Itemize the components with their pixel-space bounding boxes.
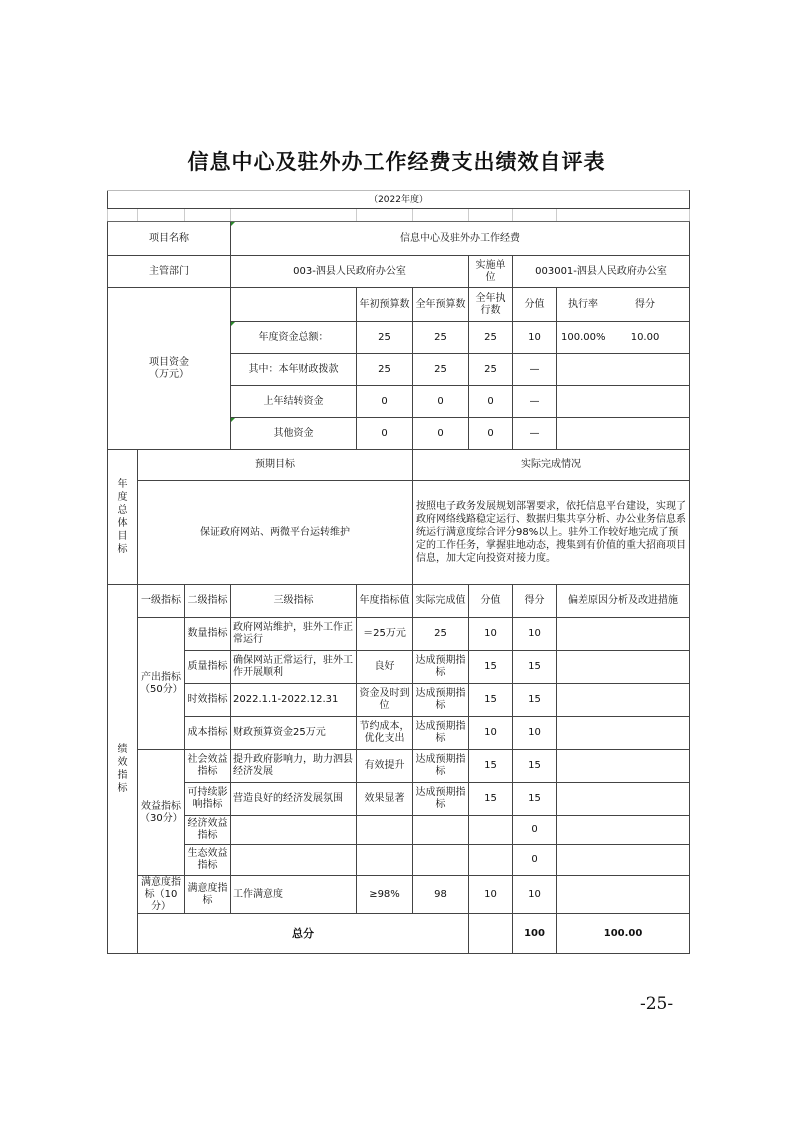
project-name-label: 项目名称 (108, 222, 231, 256)
total-row (108, 914, 690, 954)
total-label: 总分 (138, 914, 469, 954)
reason (557, 651, 690, 684)
funds-header-4: 分值 (513, 288, 557, 322)
funds-cell: 0 (357, 418, 413, 450)
ind-header: 一级指标 (138, 585, 185, 618)
level1-satisfaction: 满意度指标（10分） (138, 876, 185, 914)
target: 节约成本，优化支出 (357, 717, 413, 750)
actual (413, 845, 469, 876)
actual (413, 816, 469, 845)
target: ＝25万元 (357, 618, 413, 651)
goals-label: 年度总体目标 (108, 450, 138, 585)
funds-cell: 25 (357, 354, 413, 386)
dept-label: 主管部门 (108, 256, 231, 288)
funds-cell: 0 (469, 386, 513, 418)
level2: 时效指标 (185, 684, 231, 717)
ind-header: 分值 (469, 585, 513, 618)
funds-cell-pair (557, 354, 690, 386)
actual: 达成预期指标 (413, 750, 469, 783)
actual: 达成预期指标 (413, 651, 469, 684)
level3: 营造良好的经济发展氛围 (231, 783, 357, 816)
target (357, 816, 413, 845)
got: 15 (513, 684, 557, 717)
ind-header: 实际完成值 (413, 585, 469, 618)
unit-value: 003001-泗县人民政府办公室 (513, 256, 690, 288)
funds-row-label: 其他资金 (231, 418, 357, 450)
score (469, 845, 513, 876)
ind-header: 得分 (513, 585, 557, 618)
funds-cell: 25 (469, 354, 513, 386)
indicator-row (108, 684, 690, 717)
project-name-value: 信息中心及驻外办工作经费 (231, 222, 690, 256)
funds-cell-pair (557, 386, 690, 418)
funds-header-blank (231, 288, 357, 322)
funds-row-label: 年度资金总额： (231, 322, 357, 354)
reason (557, 684, 690, 717)
indicator-row (108, 876, 690, 914)
score: 15 (469, 750, 513, 783)
actual: 达成预期指标 (413, 717, 469, 750)
reason (557, 876, 690, 914)
funds-header-2: 全年预算数 (413, 288, 469, 322)
page-title: 信息中心及驻外办工作经费支出绩效自评表 (187, 149, 606, 174)
funds-cell-pair (557, 418, 690, 450)
total-score: 100 (513, 914, 557, 954)
expected-label: 预期目标 (138, 450, 413, 481)
actual-label: 实际完成情况 (413, 450, 690, 481)
level3: 工作满意度 (231, 876, 357, 914)
level3: 确保网站正常运行，驻外工作开展顺利 (231, 651, 357, 684)
dept-value: 003-泗县人民政府办公室 (231, 256, 469, 288)
level3: 财政预算资金25万元 (231, 717, 357, 750)
level2: 质量指标 (185, 651, 231, 684)
reason (557, 783, 690, 816)
indicators-header-row (108, 585, 690, 618)
funds-cell: 25 (357, 322, 413, 354)
goals-content-row (108, 481, 690, 585)
actual: 达成预期指标 (413, 684, 469, 717)
funds-label: 项目资金（万元） (108, 288, 231, 450)
level1-output: 产出指标（50分） (138, 618, 185, 750)
target: ≥98% (357, 876, 413, 914)
level3 (231, 816, 357, 845)
funds-cell: 0 (469, 418, 513, 450)
got: 0 (513, 816, 557, 845)
project-name-row (108, 222, 690, 256)
funds-header-row (108, 288, 690, 322)
score (469, 816, 513, 845)
department-row (108, 256, 690, 288)
funds-cell: 25 (469, 322, 513, 354)
funds-cell: — (513, 418, 557, 450)
indicator-row (108, 717, 690, 750)
funds-header-5-6: 执行率 得分 (557, 288, 690, 322)
unit-label: 实施单位 (469, 256, 513, 288)
score: 10 (469, 876, 513, 914)
expected-text: 保证政府网站、两微平台运转维护 (138, 481, 413, 585)
got: 15 (513, 651, 557, 684)
reason (557, 717, 690, 750)
funds-cell: 25 (413, 354, 469, 386)
goals-header-row (108, 450, 690, 481)
funds-cell: 0 (413, 386, 469, 418)
got: 10 (513, 717, 557, 750)
level3 (231, 845, 357, 876)
funds-cell: 0 (413, 418, 469, 450)
actual-text: 按照电子政务发展规划部署要求，依托信息平台建设，实现了政府网络线路稳定运行、数据归集共享分析、办公业务信息系统运行满意度综合评分98%以上。驻外工作较好地完成了预定的工作任务，掌握驻地动态，搜集到有价值的重大招商项目信息，加大定向投资对接力度。 (413, 481, 690, 585)
ind-header: 偏差原因分析及改进措施 (557, 585, 690, 618)
got: 0 (513, 845, 557, 876)
reason (557, 816, 690, 845)
funds-cell: 10 (513, 322, 557, 354)
funds-cell: — (513, 354, 557, 386)
funds-header-1: 年初预算数 (357, 288, 413, 322)
level2: 社会效益指标 (185, 750, 231, 783)
got: 10 (513, 876, 557, 914)
year-row (108, 191, 690, 209)
score: 15 (469, 783, 513, 816)
indicator-row (108, 783, 690, 816)
indicator-row (108, 816, 690, 845)
page-number: -25- (640, 994, 674, 1014)
score: 15 (469, 651, 513, 684)
evaluation-table (107, 190, 690, 954)
target: 资金及时到位 (357, 684, 413, 717)
target: 良好 (357, 651, 413, 684)
reason (557, 618, 690, 651)
indicators-label: 绩效指标 (108, 585, 138, 954)
funds-cell: 25 (413, 322, 469, 354)
actual: 98 (413, 876, 469, 914)
funds-header-3: 全年执行数 (469, 288, 513, 322)
got: 15 (513, 750, 557, 783)
target: 效果显著 (357, 783, 413, 816)
level2: 满意度指标 (185, 876, 231, 914)
score: 15 (469, 684, 513, 717)
level3: 提升政府影响力，助力泗县经济发展 (231, 750, 357, 783)
indicator-row (108, 845, 690, 876)
got: 15 (513, 783, 557, 816)
target: 有效提升 (357, 750, 413, 783)
level2: 可持续影响指标 (185, 783, 231, 816)
reason (557, 845, 690, 876)
level1-benefit: 效益指标（30分） (138, 750, 185, 876)
indicator-row (108, 750, 690, 783)
score: 10 (469, 717, 513, 750)
actual: 达成预期指标 (413, 783, 469, 816)
score: 10 (469, 618, 513, 651)
actual: 25 (413, 618, 469, 651)
level2: 经济效益指标 (185, 816, 231, 845)
ind-header: 三级指标 (231, 585, 357, 618)
indicator-row (108, 618, 690, 651)
year-label: （2022年度） (108, 191, 690, 209)
reason (557, 750, 690, 783)
got: 10 (513, 618, 557, 651)
funds-cell-pair: 100.00% 10.00 (557, 322, 690, 354)
indicator-row (108, 651, 690, 684)
level3: 政府网站维护，驻外工作正常运行 (231, 618, 357, 651)
spacer-row (108, 209, 690, 222)
level2: 生态效益指标 (185, 845, 231, 876)
funds-cell: 0 (357, 386, 413, 418)
total-got: 100.00 (557, 914, 690, 954)
target (357, 845, 413, 876)
funds-row-label: 其中：本年财政拨款 (231, 354, 357, 386)
level2: 成本指标 (185, 717, 231, 750)
ind-header: 年度指标值 (357, 585, 413, 618)
funds-row-label: 上年结转资金 (231, 386, 357, 418)
funds-cell: — (513, 386, 557, 418)
total-blank (469, 914, 513, 954)
level3: 2022.1.1-2022.12.31 (231, 684, 357, 717)
level2: 数量指标 (185, 618, 231, 651)
ind-header: 二级指标 (185, 585, 231, 618)
